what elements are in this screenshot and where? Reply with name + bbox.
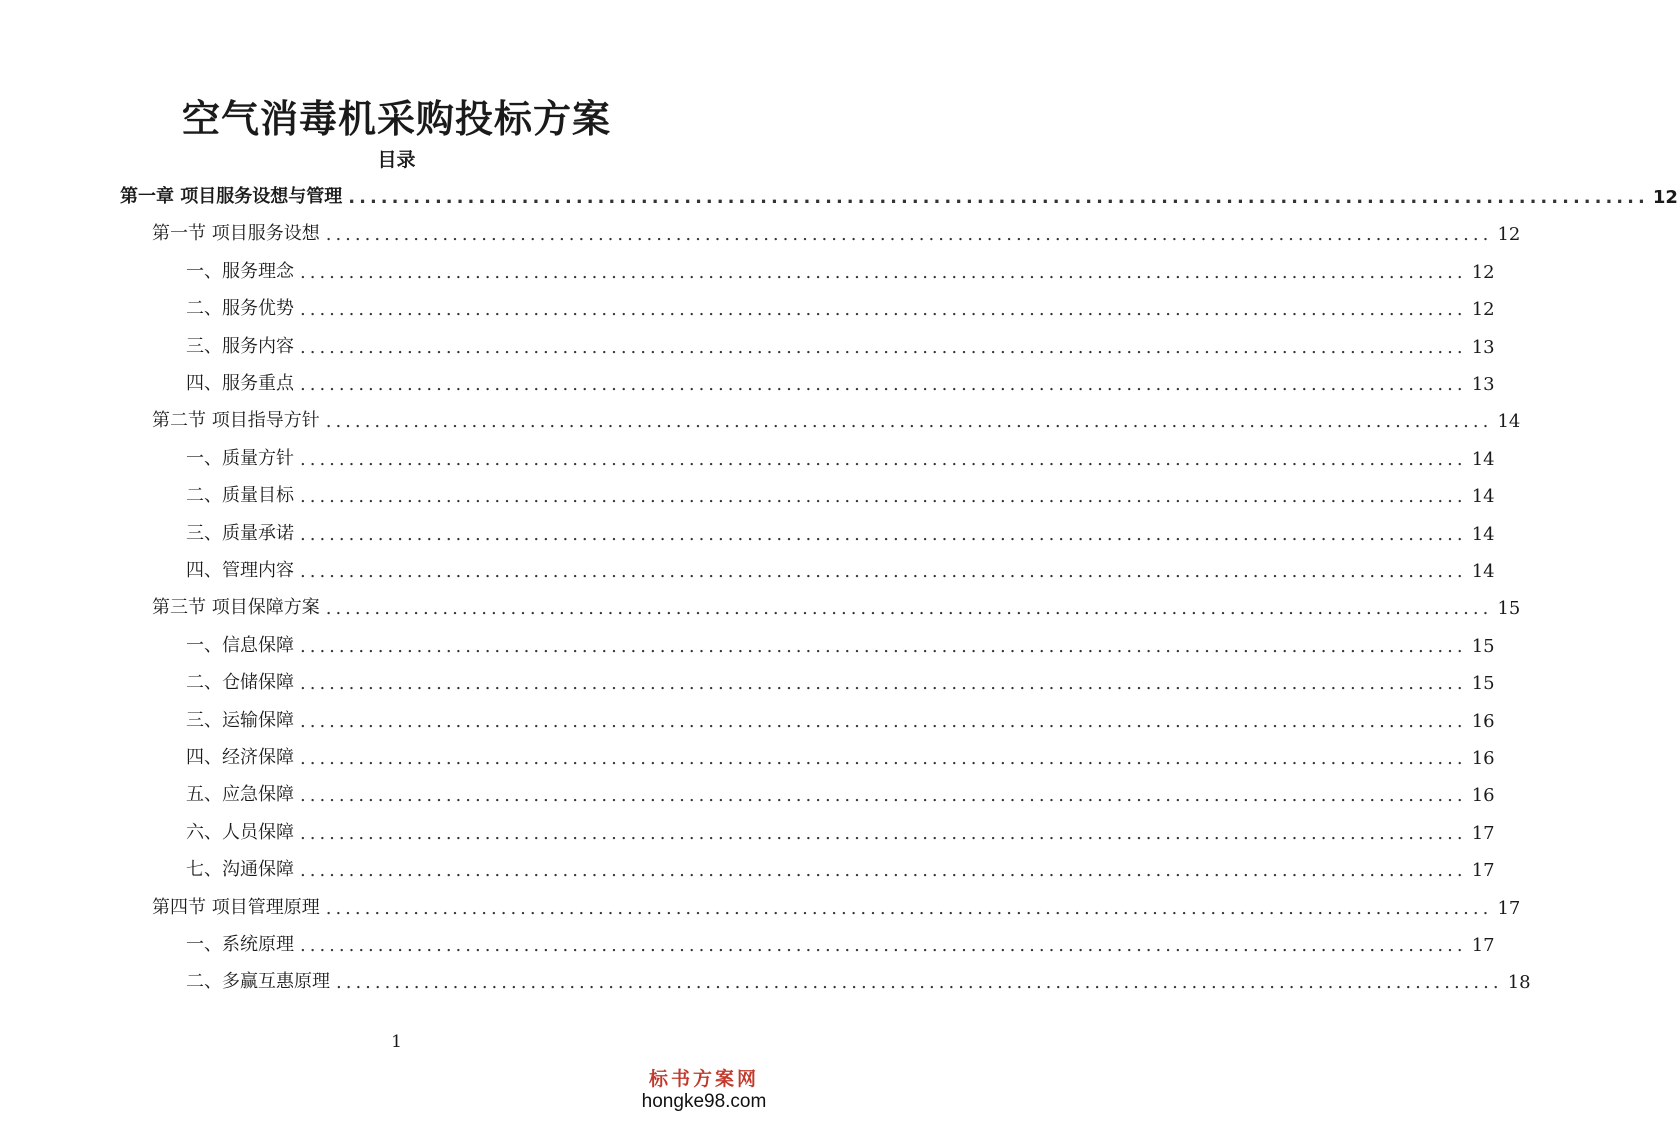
toc-entry-label: 第三节 项目保障方案 bbox=[152, 597, 320, 619]
toc-entry-label: 四、服务重点 bbox=[186, 373, 294, 394]
toc-entry-label: 一、质量方针 bbox=[186, 447, 294, 469]
toc-dot-leader: ........................................................................................................................ bbox=[300, 561, 1467, 582]
toc-entry-label: 三、运输保障 bbox=[186, 709, 294, 731]
toc-entry-label: 二、仓储保障 bbox=[186, 672, 294, 694]
toc-dot-leader: ........................................................................................................................ bbox=[325, 897, 1493, 919]
toc-entry[interactable] bbox=[186, 365, 1495, 395]
toc-dot-leader: ........................................................................................................................ bbox=[300, 822, 1467, 844]
toc-entry-label: 六、人员保障 bbox=[186, 821, 294, 843]
toc-entry[interactable] bbox=[152, 215, 1521, 246]
toc-entry[interactable] bbox=[186, 440, 1495, 470]
toc-dot-leader: ........................................................................................................................ bbox=[300, 299, 1467, 321]
toc-entry[interactable] bbox=[186, 814, 1495, 844]
toc-entry-page: 14 bbox=[1497, 411, 1521, 433]
toc-entry-page: 13 bbox=[1471, 336, 1495, 358]
toc-dot-leader: ........................................................................................................................ bbox=[300, 710, 1467, 732]
toc-entry[interactable] bbox=[186, 851, 1495, 882]
toc-entry[interactable] bbox=[186, 290, 1495, 321]
toc-entry-page: 16 bbox=[1471, 785, 1495, 807]
toc-entry-page: 12 bbox=[1471, 261, 1495, 283]
toc-entry[interactable] bbox=[186, 515, 1495, 545]
toc-entry-label: 第一节 项目服务设想 bbox=[152, 223, 320, 245]
document-title: 空气消毒机采购投标方案 bbox=[181, 97, 611, 141]
toc-entry-page: 12 bbox=[1471, 299, 1495, 321]
toc-entry-label: 二、服务优势 bbox=[186, 298, 294, 320]
toc-entry-page: 16 bbox=[1471, 710, 1495, 732]
toc-entry[interactable] bbox=[186, 739, 1495, 769]
toc-dot-leader: ........................................................................................................................ bbox=[300, 448, 1467, 470]
toc-dot-leader: ........................................................................................................................ bbox=[300, 673, 1467, 695]
toc-entry-page: 17 bbox=[1497, 897, 1521, 919]
toc-entry[interactable] bbox=[186, 963, 1531, 994]
toc-entry-label: 五、应急保障 bbox=[186, 784, 294, 806]
toc-dot-leader: ........................................................................................................................ bbox=[300, 748, 1467, 769]
toc-entry-label: 三、服务内容 bbox=[186, 335, 294, 357]
toc-entry-page: 17 bbox=[1471, 822, 1495, 844]
toc-entry-page: 14 bbox=[1471, 561, 1495, 582]
watermark-name: 标书方案网 bbox=[648, 1068, 759, 1090]
toc-entry-page: 14 bbox=[1471, 448, 1495, 470]
toc-entry[interactable] bbox=[186, 552, 1495, 582]
toc-entry-label: 第四节 项目管理原理 bbox=[152, 896, 320, 918]
toc-entry-label: 四、管理内容 bbox=[186, 560, 294, 581]
toc-entry-label: 四、经济保障 bbox=[186, 747, 294, 768]
toc-entry[interactable] bbox=[186, 328, 1495, 358]
toc-dot-leader: ........................................................................................................................ bbox=[300, 635, 1467, 657]
toc-entry-label: 七、沟通保障 bbox=[186, 859, 294, 881]
toc-entry-page: 17 bbox=[1471, 935, 1495, 956]
toc-entry[interactable] bbox=[186, 776, 1495, 807]
toc-entry[interactable] bbox=[186, 926, 1495, 956]
toc-dot-leader: ........................................................................................................................ bbox=[300, 374, 1467, 395]
toc-entry-label: 第一章 项目服务设想与管理 bbox=[120, 186, 343, 207]
toc-entry-label: 二、质量目标 bbox=[186, 485, 294, 507]
toc-entry[interactable] bbox=[186, 253, 1495, 283]
page-number: 1 bbox=[391, 1032, 402, 1052]
toc-entry[interactable] bbox=[152, 589, 1521, 620]
toc-dot-leader: ........................................................................................................................ bbox=[325, 598, 1493, 620]
toc-entry-label: 一、系统原理 bbox=[186, 934, 294, 955]
toc-heading: 目录 bbox=[377, 149, 416, 171]
toc-dot-leader: ........................................................................................................................ bbox=[300, 486, 1467, 508]
toc-dot-leader: ........................................................................................................................ bbox=[325, 411, 1493, 433]
toc-dot-leader: ........................................................................................................................ bbox=[300, 935, 1467, 956]
toc-entry-page: 16 bbox=[1471, 748, 1495, 769]
toc-dot-leader: ........................................................................................................................ bbox=[300, 785, 1467, 807]
toc-entry[interactable] bbox=[186, 627, 1495, 657]
toc-entry-label: 第二节 项目指导方针 bbox=[152, 410, 320, 432]
toc-entry-page: 15 bbox=[1471, 673, 1495, 695]
toc-entry-page: 14 bbox=[1471, 523, 1495, 545]
toc-entry[interactable] bbox=[152, 889, 1521, 919]
toc-entry-page: 18 bbox=[1507, 972, 1531, 994]
toc-dot-leader: ........................................................................................................................ bbox=[300, 261, 1467, 283]
toc-dot-leader: ........................................................................................................................ bbox=[325, 224, 1493, 246]
toc-entry-label: 三、质量承诺 bbox=[186, 522, 294, 544]
toc-entry[interactable] bbox=[152, 402, 1521, 433]
toc-entry-page: 15 bbox=[1471, 635, 1495, 657]
toc-entry-page: 13 bbox=[1471, 374, 1495, 395]
toc-entry-label: 二、多赢互惠原理 bbox=[186, 971, 330, 993]
toc-entry-page: 12 bbox=[1652, 187, 1678, 208]
watermark-logo bbox=[629, 1068, 779, 1114]
toc-entry[interactable] bbox=[120, 178, 1678, 208]
toc-dot-leader: ........................................................................................................................ bbox=[348, 187, 1649, 208]
toc-entry-page: 17 bbox=[1471, 860, 1495, 882]
toc-entry-page: 12 bbox=[1497, 224, 1521, 246]
toc-entry-label: 一、服务理念 bbox=[186, 260, 294, 282]
toc-entry[interactable] bbox=[186, 477, 1495, 508]
toc-entry-page: 15 bbox=[1497, 598, 1521, 620]
toc-entry-label: 一、信息保障 bbox=[186, 634, 294, 656]
toc-dot-leader: ........................................................................................................................ bbox=[300, 523, 1467, 545]
toc-dot-leader: ........................................................................................................................ bbox=[300, 860, 1467, 882]
toc-entry[interactable] bbox=[186, 702, 1495, 732]
toc-entry-page: 14 bbox=[1471, 486, 1495, 508]
toc-entry[interactable] bbox=[186, 664, 1495, 695]
watermark-url: hongke98.com bbox=[641, 1091, 767, 1112]
toc-dot-leader: ........................................................................................................................ bbox=[336, 972, 1503, 994]
toc-dot-leader: ........................................................................................................................ bbox=[300, 336, 1467, 358]
